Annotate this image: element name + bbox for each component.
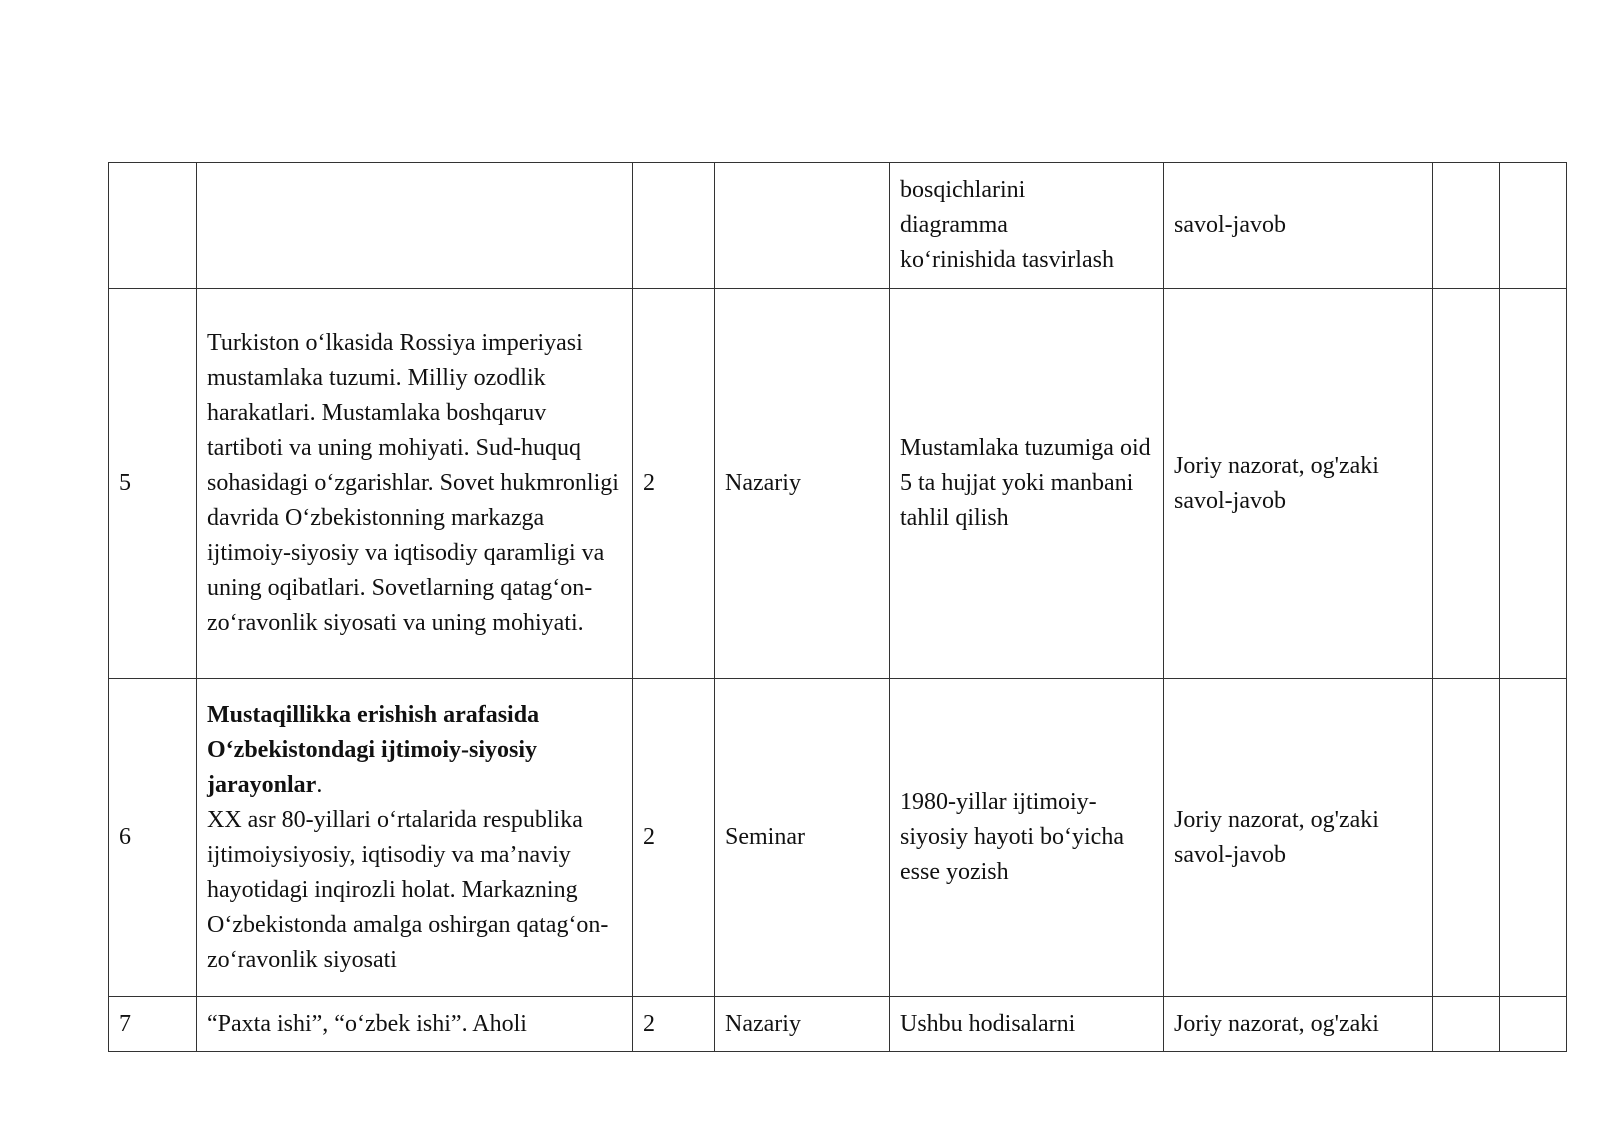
extra-cell xyxy=(1433,679,1500,997)
table-row xyxy=(109,997,1567,1052)
control-cell: Joriy nazorat, og'zaki xyxy=(1164,997,1433,1052)
lesson-type-cell: Nazariy xyxy=(715,997,890,1052)
row-number-cell: 7 xyxy=(109,997,197,1052)
topic-heading: Mustaqillikka erishish arafasida O‘zbekistondagi ijtimoiy-siyosiy jarayonlar xyxy=(207,701,540,798)
hours-cell: 2 xyxy=(633,997,715,1052)
hours-cell: 2 xyxy=(633,289,715,679)
lesson-type-cell: Seminar xyxy=(715,679,890,997)
table-row xyxy=(109,679,1567,997)
extra-cell xyxy=(1433,289,1500,679)
extra-cell xyxy=(1500,163,1567,289)
topic-heading-period: . xyxy=(316,771,323,798)
topic-cell xyxy=(197,163,633,289)
control-cell: savol-javob xyxy=(1164,163,1433,289)
extra-cell xyxy=(1500,679,1567,997)
curriculum-table xyxy=(108,162,1567,1052)
extra-cell xyxy=(1433,163,1500,289)
extra-cell xyxy=(1500,289,1567,679)
table-row xyxy=(109,289,1567,679)
task-cell: Ushbu hodisalarni xyxy=(890,997,1164,1052)
control-cell: Joriy nazorat, og'zaki savol-javob xyxy=(1164,289,1433,679)
task-cell: bosqichlarini diagramma ko‘rinishida tasvirlash xyxy=(890,163,1164,289)
task-cell: 1980-yillar ijtimoiy-siyosiy hayoti bo‘yicha esse yozish xyxy=(890,679,1164,997)
extra-cell xyxy=(1500,997,1567,1052)
task-cell: Mustamlaka tuzumiga oid 5 ta hujjat yoki manbani tahlil qilish xyxy=(890,289,1164,679)
topic-cell xyxy=(197,679,633,997)
row-number-cell xyxy=(109,163,197,289)
hours-cell xyxy=(633,163,715,289)
lesson-type-cell xyxy=(715,163,890,289)
hours-cell: 2 xyxy=(633,679,715,997)
topic-cell: “Paxta ishi”, “o‘zbek ishi”. Aholi xyxy=(197,997,633,1052)
topic-body: XX asr 80-yillari o‘rtalarida respublika ijtimoiysiyosiy, iqtisodiy va ma’naviy hayotidagi inqirozli holat. Markazning O‘zbekistonda amalga oshirgan qatag‘on-zo‘ravonlik siyosati xyxy=(207,806,609,973)
control-cell: Joriy nazorat, og'zaki savol-javob xyxy=(1164,679,1433,997)
topic-cell: Turkiston o‘lkasida Rossiya imperiyasi mustamlaka tuzumi. Milliy ozodlik harakatlari. Mustamlaka boshqaruv tartiboti va uning mohiyati. Sud-huquq sohasidagi o‘zgarishlar. Sovet hukmronligi davrida O‘zbekistonning markazga ijtimoiy-siyosiy va iqtisodiy qaramligi va uning oqibatlari. Sovetlarning qatag‘on-zo‘ravonlik siyosati va uning mohiyati. xyxy=(197,289,633,679)
row-number-cell: 5 xyxy=(109,289,197,679)
row-number-cell: 6 xyxy=(109,679,197,997)
extra-cell xyxy=(1433,997,1500,1052)
lesson-type-cell: Nazariy xyxy=(715,289,890,679)
table-row xyxy=(109,163,1567,289)
